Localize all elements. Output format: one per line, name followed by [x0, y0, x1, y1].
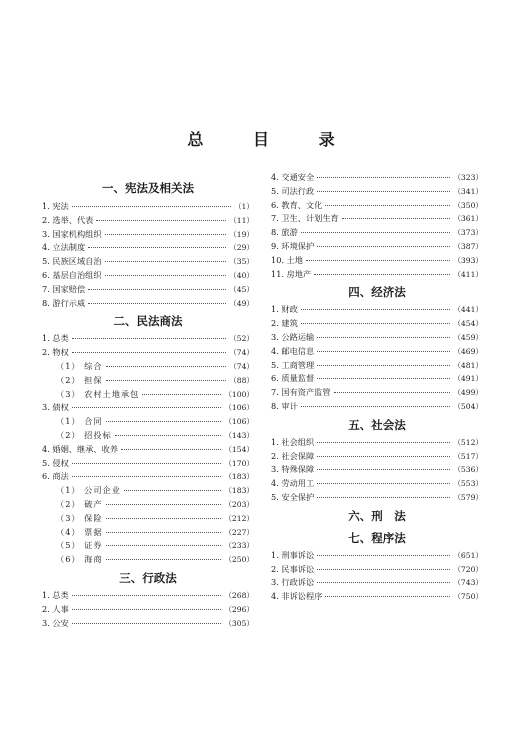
dot-leader	[72, 407, 222, 408]
page-number: （233）	[224, 541, 254, 551]
toc-subentry[interactable]	[42, 415, 254, 429]
dot-leader	[106, 559, 222, 560]
page-number: （170）	[224, 458, 254, 468]
toc-entry[interactable]	[271, 199, 483, 213]
toc-subentry[interactable]	[42, 498, 254, 512]
page-number: （227）	[224, 527, 254, 537]
page-number: （203）	[224, 499, 254, 509]
entry-title: 5. 工商管理	[271, 359, 315, 370]
entry-title: 7. 卫生、计划生育	[271, 213, 339, 224]
toc-entry[interactable]	[271, 212, 483, 226]
page-number: （393）	[453, 255, 483, 265]
entry-title: 8. 游行示威	[42, 297, 86, 308]
toc-left-column	[42, 176, 254, 630]
toc-right-column	[271, 171, 483, 604]
dot-leader	[72, 476, 222, 477]
dot-leader	[72, 609, 222, 610]
entry-title: （5） 证券	[56, 540, 103, 551]
page-number: （441）	[453, 305, 483, 315]
page-number: （19）	[229, 229, 254, 239]
page-number: （52）	[229, 334, 254, 344]
toc-entry[interactable]	[271, 331, 483, 345]
page-number: （743）	[453, 578, 483, 588]
dot-leader	[72, 206, 231, 207]
page-number: （504）	[453, 401, 483, 411]
entry-title: 7. 国有资产监管	[271, 387, 331, 398]
toc-entry[interactable]	[271, 345, 483, 359]
entry-title: （2） 破产	[56, 498, 103, 509]
toc-subentry[interactable]	[42, 526, 254, 540]
toc-entry[interactable]	[42, 241, 254, 255]
entry-title: （1） 公司企业	[56, 485, 121, 496]
dot-leader	[105, 261, 227, 262]
page-number: （323）	[453, 173, 483, 182]
dot-leader	[124, 490, 221, 491]
toc-entry[interactable]	[271, 549, 483, 563]
page-number: （74）	[229, 348, 254, 358]
dot-leader	[88, 289, 226, 290]
entry-title: 4. 劳动用工	[271, 478, 315, 489]
page-number: （553）	[453, 479, 483, 489]
entry-title: 5. 民族区域自治	[42, 256, 102, 267]
dot-leader	[317, 483, 450, 484]
page-number: （212）	[224, 513, 254, 523]
page-number: （106）	[224, 417, 254, 427]
toc-entry[interactable]	[271, 372, 483, 386]
page-number: （35）	[229, 257, 254, 267]
toc-entry[interactable]	[42, 589, 254, 603]
entry-title: 3. 国家机构组织	[42, 228, 102, 239]
page-number: （183）	[224, 472, 254, 482]
dot-leader	[72, 595, 222, 596]
toc-entry[interactable]	[42, 269, 254, 283]
entry-title: （1） 综合	[56, 360, 103, 371]
entry-title: （4） 票据	[56, 526, 103, 537]
dot-leader	[301, 323, 451, 324]
entry-title: 1. 刑事诉讼	[271, 549, 315, 560]
entry-title: 3. 公安	[42, 617, 69, 628]
section-heading: 四、经济法	[348, 285, 406, 300]
dot-leader	[106, 532, 222, 533]
toc-subentry[interactable]	[42, 388, 254, 402]
entry-title: 5. 司法行政	[271, 185, 315, 196]
entry-title: 2. 人事	[42, 603, 69, 614]
entry-title: 9. 环境保护	[271, 240, 315, 251]
entry-title: 10. 土地	[271, 254, 303, 265]
toc-entry[interactable]	[271, 463, 483, 477]
entry-title: （3） 保险	[56, 512, 103, 523]
toc-entry[interactable]	[271, 240, 483, 254]
toc-subentry[interactable]	[42, 553, 254, 567]
dot-leader	[317, 177, 450, 178]
dot-leader	[301, 309, 451, 310]
dot-leader	[317, 191, 450, 192]
dot-leader	[317, 497, 450, 498]
dot-leader	[106, 366, 227, 367]
entry-title: 6. 商法	[42, 471, 69, 482]
dot-leader	[317, 351, 450, 352]
dot-leader	[317, 456, 450, 457]
dot-leader	[72, 623, 222, 624]
entry-title: （3） 农村土地承包	[56, 388, 140, 399]
toc-entry[interactable]	[42, 617, 254, 631]
section-heading: 七、程序法	[348, 530, 406, 545]
page-number: （154）	[224, 444, 254, 454]
dot-leader	[317, 365, 450, 366]
page-number: （341）	[453, 186, 483, 196]
entry-title: 6. 教育、文化	[271, 199, 323, 210]
dot-leader	[72, 352, 226, 353]
dot-leader	[325, 205, 450, 206]
entry-title: 1. 宪法	[42, 201, 69, 211]
dot-leader	[317, 378, 450, 379]
dot-leader	[334, 392, 451, 393]
page-number: （29）	[229, 243, 254, 253]
entry-title: 11. 房地产	[271, 268, 312, 279]
entry-title: 6. 基层自治组织	[42, 269, 102, 280]
dot-leader	[105, 234, 227, 235]
dot-leader	[106, 545, 222, 546]
entry-title: 8. 审计	[271, 400, 298, 411]
page-number: （579）	[453, 492, 483, 502]
entry-title: 2. 建筑	[271, 318, 298, 329]
page-number: （459）	[453, 332, 483, 342]
dot-leader	[317, 442, 450, 443]
dot-leader	[317, 569, 450, 570]
page-number: （469）	[453, 346, 483, 356]
dot-leader	[317, 337, 450, 338]
toc-entry[interactable]	[271, 317, 483, 331]
page-number: （268）	[224, 590, 254, 600]
entry-title: 4. 交通安全	[271, 172, 315, 182]
toc-entry[interactable]	[271, 400, 483, 414]
page-number: （40）	[229, 270, 254, 280]
toc-entry[interactable]	[271, 590, 483, 604]
toc-entry[interactable]	[42, 214, 254, 228]
page-number: （250）	[224, 555, 254, 565]
page-number: （481）	[453, 360, 483, 370]
page-number: （45）	[229, 284, 254, 294]
toc-entry[interactable]	[42, 457, 254, 471]
page-number: （491）	[453, 374, 483, 384]
page-number: （651）	[453, 550, 483, 560]
dot-leader	[306, 260, 450, 261]
toc-entry[interactable]	[42, 200, 254, 214]
toc-entry[interactable]	[271, 563, 483, 577]
page-number: （387）	[453, 241, 483, 251]
dot-leader	[72, 338, 226, 339]
toc-entry[interactable]	[271, 268, 483, 282]
toc-entry[interactable]	[42, 443, 254, 457]
entry-title: 2. 民事诉讼	[271, 563, 315, 574]
page-number: （720）	[453, 564, 483, 574]
page-number: （499）	[453, 388, 483, 398]
toc-subentry[interactable]	[42, 484, 254, 498]
section-heading: 一、宪法及相关法	[102, 181, 194, 195]
toc-entry[interactable]	[42, 297, 254, 311]
page-number: （536）	[453, 465, 483, 475]
page-number: （88）	[229, 375, 254, 385]
toc-entry[interactable]	[271, 226, 483, 240]
entry-title: （2） 担保	[56, 374, 103, 385]
page-title: 总 目 录	[187, 130, 357, 149]
entry-title: 4. 非诉讼程序	[271, 591, 323, 602]
page-number: （74）	[229, 361, 254, 371]
dot-leader	[301, 232, 451, 233]
dot-leader	[314, 274, 450, 275]
toc-entry[interactable]	[271, 386, 483, 400]
dot-leader	[121, 449, 221, 450]
dot-leader	[106, 380, 227, 381]
entry-title: （6） 海商	[56, 554, 103, 565]
page-number: （143）	[224, 430, 254, 440]
section-heading: 五、社会法	[348, 417, 406, 432]
dot-leader	[106, 504, 222, 505]
page-number: （373）	[453, 228, 483, 238]
page-number: （11）	[229, 215, 254, 225]
page-number: （106）	[224, 403, 254, 413]
page-number: （361）	[453, 214, 483, 224]
page-number: （183）	[224, 486, 254, 496]
entry-title: 2. 社会保障	[271, 450, 315, 461]
toc-subentry[interactable]	[42, 360, 254, 374]
entry-title: （2） 招投标	[56, 429, 112, 440]
toc-subentry[interactable]	[42, 374, 254, 388]
toc-entry[interactable]	[271, 576, 483, 590]
dot-leader	[317, 246, 450, 247]
toc-entry[interactable]	[271, 185, 483, 199]
dot-leader	[105, 275, 227, 276]
dot-leader	[317, 582, 450, 583]
entry-title: 3. 债权	[42, 402, 69, 413]
page-number: （350）	[453, 200, 483, 210]
entry-title: 5. 安全保护	[271, 491, 315, 502]
dot-leader	[106, 518, 222, 519]
dot-leader	[88, 247, 226, 248]
toc-entry[interactable]	[42, 332, 254, 346]
dot-leader	[325, 596, 450, 597]
entry-title: 2. 选举、代表	[42, 214, 94, 225]
page-number: （517）	[453, 451, 483, 461]
section-heading: 六、刑 法	[348, 508, 406, 523]
entry-title: 1. 总类	[42, 589, 69, 600]
entry-title: 3. 公路运输	[271, 331, 315, 342]
page-number: （1）	[233, 202, 254, 211]
toc-entry[interactable]	[42, 470, 254, 484]
toc-subentry[interactable]	[42, 539, 254, 553]
dot-leader	[301, 406, 451, 407]
page-number: （411）	[453, 269, 483, 279]
toc-subentry[interactable]	[42, 429, 254, 443]
dot-leader	[317, 555, 450, 556]
entry-title: 2. 物权	[42, 347, 69, 358]
page-number: （296）	[224, 604, 254, 614]
page-number: （49）	[229, 298, 254, 308]
toc-entry[interactable]	[42, 401, 254, 415]
page-number: （512）	[453, 437, 483, 447]
toc-entry[interactable]	[271, 450, 483, 464]
toc-entry[interactable]	[42, 603, 254, 617]
entry-title: 4. 立法制度	[42, 242, 86, 253]
toc-entry[interactable]	[271, 254, 483, 268]
page-number: （100）	[224, 389, 254, 399]
dot-leader	[96, 220, 226, 221]
entry-title: 8. 旅游	[271, 227, 298, 238]
entry-title: 3. 行政诉讼	[271, 577, 315, 588]
dot-leader	[88, 303, 226, 304]
dot-leader	[72, 463, 222, 464]
entry-title: 1. 总类	[42, 333, 69, 344]
toc-entry[interactable]	[42, 228, 254, 242]
toc-entry[interactable]	[271, 303, 483, 317]
dot-leader	[317, 469, 450, 470]
entry-title: 3. 特殊保障	[271, 464, 315, 475]
dot-leader	[115, 435, 222, 436]
toc-entry[interactable]	[42, 255, 254, 269]
toc-entry[interactable]	[271, 171, 483, 185]
toc-entry[interactable]	[42, 346, 254, 360]
dot-leader	[106, 421, 222, 422]
toc-entry[interactable]	[271, 477, 483, 491]
toc-entry[interactable]	[271, 491, 483, 505]
entry-title: 4. 婚姻、继承、收养	[42, 443, 118, 454]
entry-title: 6. 质量监督	[271, 373, 315, 384]
entry-title: （1） 合同	[56, 416, 103, 427]
page-number: （305）	[224, 618, 254, 628]
dot-leader	[142, 394, 221, 395]
section-heading: 三、行政法	[119, 570, 177, 585]
toc-entry[interactable]	[271, 436, 483, 450]
toc-entry[interactable]	[42, 283, 254, 297]
toc-entry[interactable]	[271, 359, 483, 373]
toc-subentry[interactable]	[42, 512, 254, 526]
entry-title: 4. 邮电信息	[271, 345, 315, 356]
entry-title: 5. 侵权	[42, 457, 69, 468]
page-number: （750）	[453, 592, 483, 602]
page-number: （454）	[453, 319, 483, 329]
entry-title: 1. 财政	[271, 304, 298, 315]
section-heading: 二、民法商法	[113, 314, 183, 329]
entry-title: 7. 国家赔偿	[42, 283, 86, 294]
entry-title: 1. 社会组织	[271, 436, 315, 447]
dot-leader	[342, 218, 451, 219]
